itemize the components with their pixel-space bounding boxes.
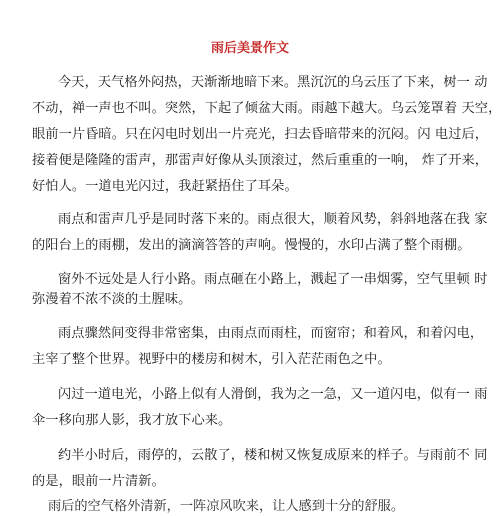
text-line: 好怕人。一道电光闪过，我赶紧捂住了耳朵。 bbox=[32, 179, 298, 194]
text-line: 伞一移向那人影，我才放下心来。 bbox=[32, 413, 232, 428]
text-line: 闪过一道电光，小路上似有人滑倒，我为之一急，又一道闪电，似有一 雨 bbox=[58, 387, 488, 402]
cutoff-text-line bbox=[48, 498, 468, 514]
text-line: 雨点骤然间变得非常密集，由雨点而雨柱，而窗帘；和着风，和着闪电， bbox=[58, 326, 484, 341]
text-line: 窗外不远处是人行小路。雨点砸在小路上，溅起了一串烟雾，空气里顿 时 bbox=[58, 272, 488, 287]
text-line: 眼前一片昏暗。只在闪电时划出一片亮光，扫去昏暗带来的沉闷。闪 电过后， bbox=[32, 127, 489, 142]
cutoff-text: 雨后的空气格外清新，一阵凉风吹来，让人感到十分的舒服。 bbox=[48, 499, 405, 514]
document-title: 雨后美景作文 bbox=[210, 41, 289, 56]
text-line: 主宰了整个世界。视野中的楼房和树木，引入茫茫雨色之中。 bbox=[32, 352, 391, 367]
text-line: 约半小时后，雨停的，云散了，楼和树又恢复成原来的样子。与雨前不 同 bbox=[58, 448, 488, 463]
text-line: 的阳台上的雨棚，发出的滴滴答答的声响。慢慢的，水印占满了整个雨棚。 bbox=[32, 238, 471, 253]
text-line: 雨点和雷声几乎是同时落下来的。雨点很大，顺着风势，斜斜地落在我 家 bbox=[58, 212, 488, 227]
text-line: 今天，天气格外闷热，天渐渐地暗下来。黑沉沉的乌云压了下来，树一 动 bbox=[58, 75, 488, 90]
text-line: 不动，禅一声也不叫。突然，下起了倾盆大雨。雨越下越大。乌云笼罩着 天空， bbox=[32, 101, 501, 116]
text-line: 的是，眼前一片清新。 bbox=[32, 474, 165, 489]
text-line: 接着便是隆隆的雷声，那雷声好像从头顶滚过，然后重重的一响， 炸了开来， bbox=[32, 153, 489, 168]
text-line: 弥漫着不浓不淡的土腥味。 bbox=[32, 292, 192, 307]
